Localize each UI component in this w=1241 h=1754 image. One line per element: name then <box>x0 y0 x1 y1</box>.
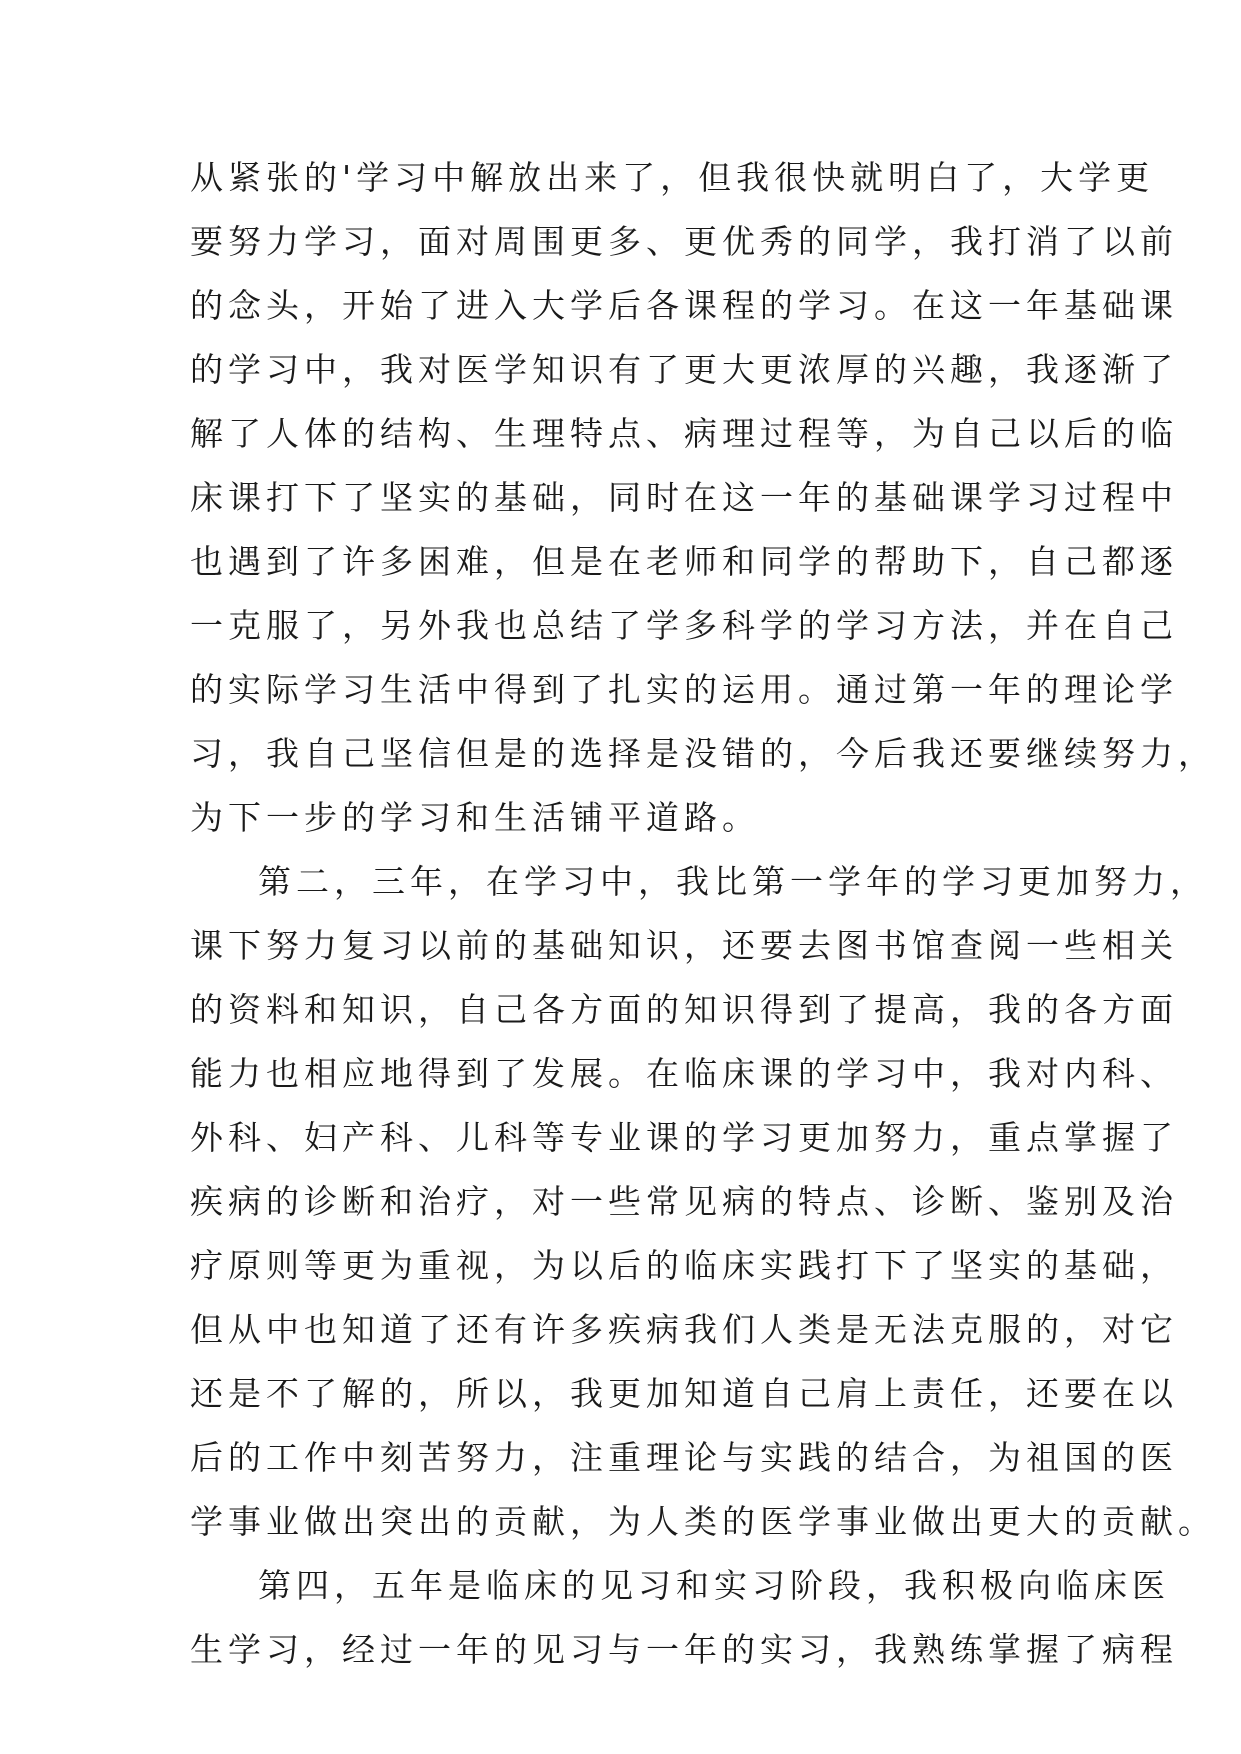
text-line: 学事业做出突出的贡献，为人类的医学事业做出更大的贡献。 <box>190 1502 1216 1541</box>
paragraph-first-line: 第四，五年是临床的见习和实习阶段，我积极向临床医 <box>258 1566 1170 1605</box>
text-line: 还是不了解的，所以，我更加知道自己肩上责任，还要在以 <box>190 1374 1178 1413</box>
text-line: 疾病的诊断和治疗，对一些常见病的特点、诊断、鉴别及治 <box>190 1182 1178 1221</box>
text-line: 解了人体的结构、生理特点、病理过程等，为自己以后的临 <box>190 414 1178 453</box>
text-line: 习，我自己坚信但是的选择是没错的，今后我还要继续努力， <box>190 734 1216 773</box>
text-line: 的学习中，我对医学知识有了更大更浓厚的兴趣，我逐渐了 <box>190 350 1178 389</box>
body-text <box>190 146 1216 1682</box>
text-line: 的念头，开始了进入大学后各课程的学习。在这一年基础课 <box>190 286 1178 325</box>
text-line: 但从中也知道了还有许多疾病我们人类是无法克服的，对它 <box>190 1310 1178 1349</box>
text-line: 的实际学习生活中得到了扎实的运用。通过第一年的理论学 <box>190 670 1178 709</box>
text-line: 课下努力复习以前的基础知识，还要去图书馆查阅一些相关 <box>190 926 1178 965</box>
text-line: 后的工作中刻苦努力，注重理论与实践的结合，为祖国的医 <box>190 1438 1178 1477</box>
text-line: 生学习，经过一年的见习与一年的实习，我熟练掌握了病程 <box>190 1630 1178 1669</box>
text-line: 床课打下了坚实的基础，同时在这一年的基础课学习过程中 <box>190 478 1178 517</box>
text-line: 要努力学习，面对周围更多、更优秀的同学，我打消了以前 <box>190 222 1178 261</box>
paragraph-first-line: 第二，三年，在学习中，我比第一学年的学习更加努力， <box>258 862 1208 901</box>
text-line: 外科、妇产科、儿科等专业课的学习更加努力，重点掌握了 <box>190 1118 1178 1157</box>
text-line: 也遇到了许多困难，但是在老师和同学的帮助下，自己都逐 <box>190 542 1178 581</box>
text-line: 疗原则等更为重视，为以后的临床实践打下了坚实的基础， <box>190 1246 1178 1285</box>
text-line: 为下一步的学习和生活铺平道路。 <box>190 798 760 837</box>
text-line: 能力也相应地得到了发展。在临床课的学习中，我对内科、 <box>190 1054 1178 1093</box>
text-line: 的资料和知识，自己各方面的知识得到了提高，我的各方面 <box>190 990 1178 1029</box>
text-line: 从紧张的'学习中解放出来了，但我很快就明白了，大学更 <box>190 158 1155 197</box>
text-line: 一克服了，另外我也总结了学多科学的学习方法，并在自己 <box>190 606 1178 645</box>
